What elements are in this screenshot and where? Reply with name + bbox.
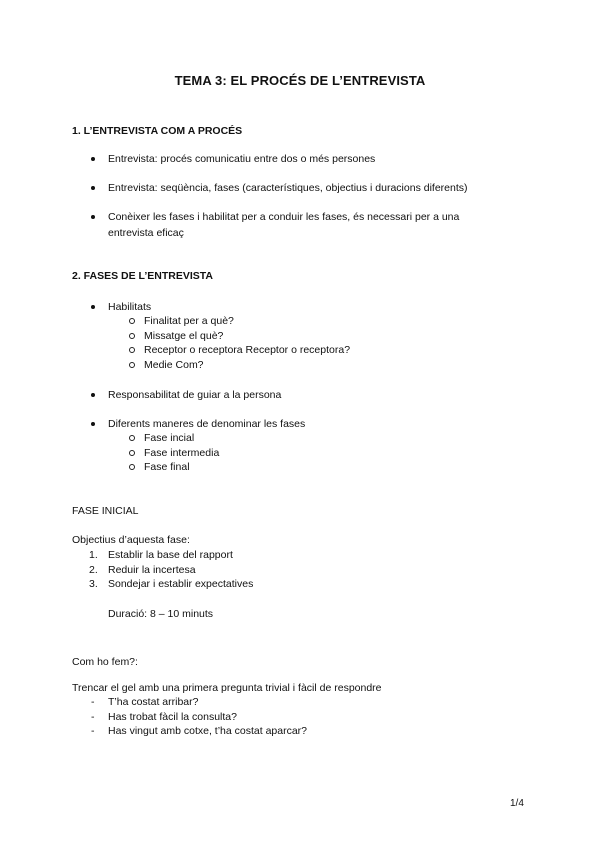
bullet-icon: [91, 305, 95, 309]
circle-bullet-icon: [129, 464, 135, 470]
list-item: Responsabilitat de guiar a la persona: [108, 389, 282, 401]
list-number: 3.: [89, 578, 98, 590]
list-item: Habilitats: [108, 301, 152, 313]
bullet-icon: [91, 186, 95, 190]
circle-bullet-icon: [129, 318, 135, 324]
section-1-heading: 1. L’ENTREVISTA COM A PROCÉS: [72, 125, 243, 137]
list-number: 2.: [89, 564, 98, 576]
sub-list-item: Finalitat per a què?: [144, 315, 234, 327]
list-item: Reduir la incertesa: [108, 564, 196, 576]
bullet-icon: [91, 393, 95, 397]
sub-list-item: Fase incial: [144, 432, 195, 444]
page-title: TEMA 3: EL PROCÉS DE L’ENTREVISTA: [174, 73, 426, 88]
bullet-icon: [91, 215, 95, 219]
sub-list-item: Fase final: [144, 461, 190, 473]
page-number: 1/4: [510, 798, 524, 809]
sub-list-item: Medie Com?: [144, 359, 204, 371]
list-item: Entrevista: procés comunicatiu entre dos o més persones: [108, 153, 376, 165]
duracio-text: Duració: 8 – 10 minuts: [108, 608, 214, 620]
dash-bullet: -: [91, 711, 95, 723]
list-item: Sondejar i establir expectatives: [108, 578, 254, 590]
paragraph: Trencar el gel amb una primera pregunta trivial i fàcil de respondre: [72, 682, 382, 694]
list-item: Establir la base del rapport: [108, 549, 233, 561]
com-ho-fem-label: Com ho fem?:: [72, 656, 138, 668]
circle-bullet-icon: [129, 450, 135, 456]
objectius-label: Objectius d’aquesta fase:: [72, 534, 190, 546]
list-item: Has trobat fàcil la consulta?: [108, 711, 237, 723]
bullet-icon: [91, 157, 95, 161]
dash-bullet: -: [91, 696, 95, 708]
list-item: Entrevista: seqüència, fases (característiques, objectius i duracions diferents): [108, 182, 468, 194]
section-2-heading: 2. FASES DE L’ENTREVISTA: [72, 270, 214, 282]
list-number: 1.: [89, 549, 98, 561]
list-item: Diferents maneres de denominar les fases: [108, 418, 306, 430]
sub-list-item: Missatge el què?: [144, 330, 224, 342]
circle-bullet-icon: [129, 333, 135, 339]
list-item-continuation: entrevista eficaç: [108, 227, 184, 239]
dash-bullet: -: [91, 725, 95, 737]
sub-list-item: Fase intermedia: [144, 447, 220, 459]
bullet-icon: [91, 422, 95, 426]
list-item: Conèixer les fases i habilitat per a conduir les fases, és necessari per a una: [108, 211, 460, 223]
circle-bullet-icon: [129, 435, 135, 441]
sub-list-item: Receptor o receptora Receptor o receptora?: [144, 344, 351, 356]
circle-bullet-icon: [129, 347, 135, 353]
list-item: Has vingut amb cotxe, t’ha costat aparcar?: [108, 725, 308, 737]
list-item: T’ha costat arribar?: [108, 696, 199, 708]
circle-bullet-icon: [129, 362, 135, 368]
fase-inicial-heading: FASE INICIAL: [72, 505, 139, 517]
